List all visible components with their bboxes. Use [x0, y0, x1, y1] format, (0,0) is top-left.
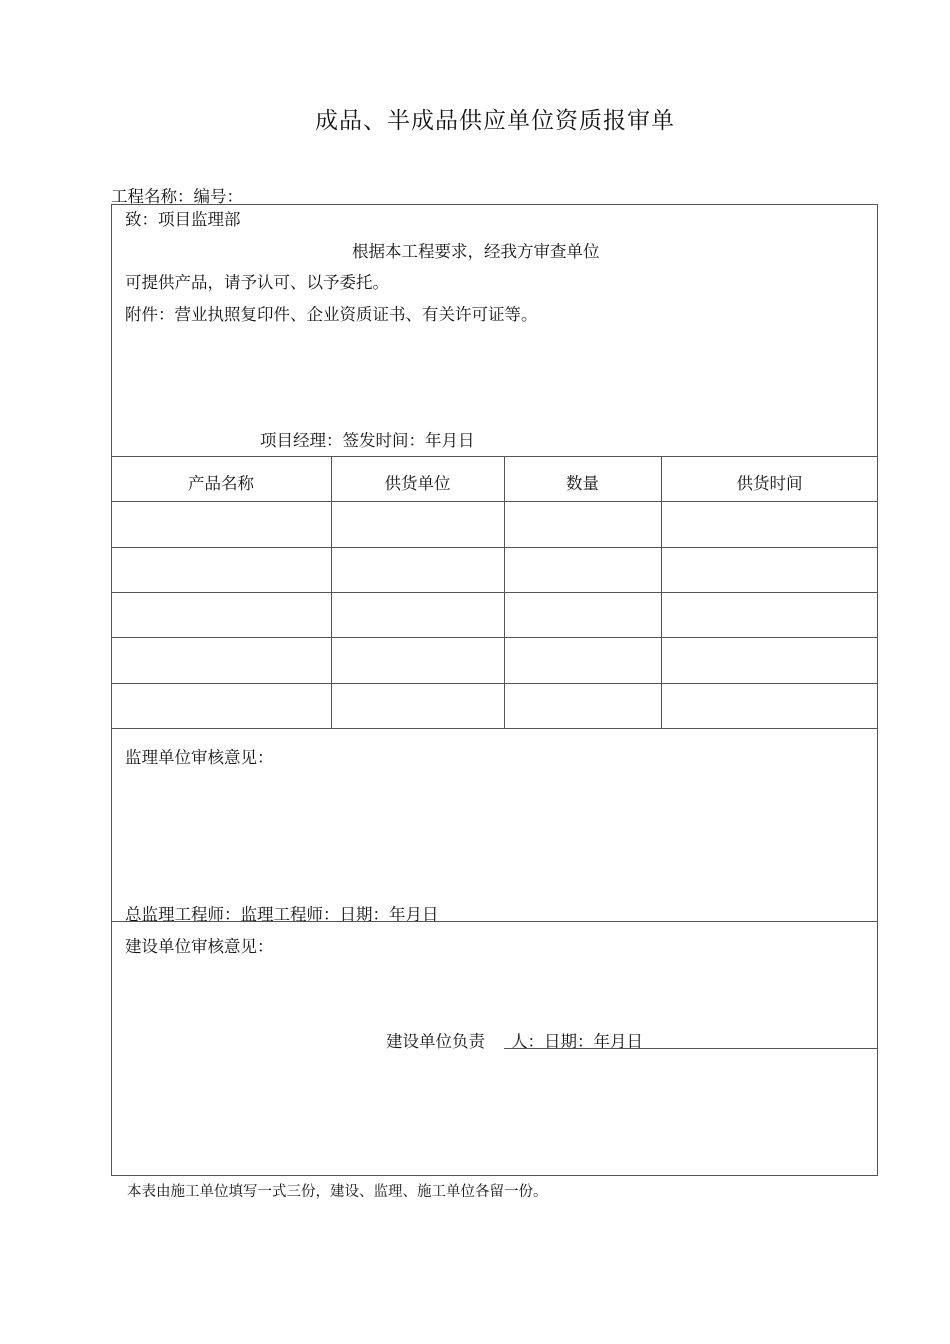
- table-column-divider: [504, 456, 505, 728]
- construction-signature-suffix: 人：日期：年月日: [511, 1032, 643, 1051]
- table-column-divider: [661, 456, 662, 728]
- header-supply-time: 供货时间: [736, 474, 803, 493]
- manager-signature-line: 项目经理：签发时间：年月日: [260, 431, 475, 450]
- table-row-divider: [111, 683, 878, 684]
- form-frame: [111, 204, 878, 1176]
- table-row-divider: [111, 637, 878, 638]
- supervision-opinion-label: 监理单位审核意见：: [125, 748, 274, 767]
- addressee: 致：项目监理部: [125, 210, 241, 229]
- table-bottom-border: [111, 728, 878, 729]
- table-row-divider: [111, 547, 878, 548]
- attachment-line: 附件：营业执照复印件、企业资质证书、有关许可证等。: [125, 305, 538, 324]
- header-product-name: 产品名称: [188, 474, 254, 493]
- footer-note: 本表由施工单位填写一式三份，建设、监理、施工单位各留一份。: [127, 1184, 548, 1200]
- header-supplier: 供货单位: [384, 474, 451, 493]
- project-name-and-number: 工程名称：编号：: [111, 187, 243, 206]
- table-top-border: [111, 456, 878, 457]
- section-divider: [111, 921, 878, 922]
- table-row-divider: [111, 592, 878, 593]
- construction-opinion-label: 建设单位审核意见：: [125, 937, 274, 956]
- letter-line-1: 根据本工程要求，经我方审查单位: [352, 242, 600, 261]
- table-row-divider: [111, 501, 878, 502]
- signature-underline: [504, 1048, 878, 1049]
- construction-signature-prefix: 建设单位负责: [386, 1032, 485, 1051]
- page-title: 成品、半成品供应单位资质报审单: [315, 108, 675, 134]
- letter-line-2: 可提供产品，请予认可、以予委托。: [125, 273, 389, 292]
- table-column-divider: [331, 456, 332, 728]
- header-quantity: 数量: [566, 474, 599, 493]
- supervision-signature-line: 总监理工程师：监理工程师：日期：年月日: [125, 905, 439, 924]
